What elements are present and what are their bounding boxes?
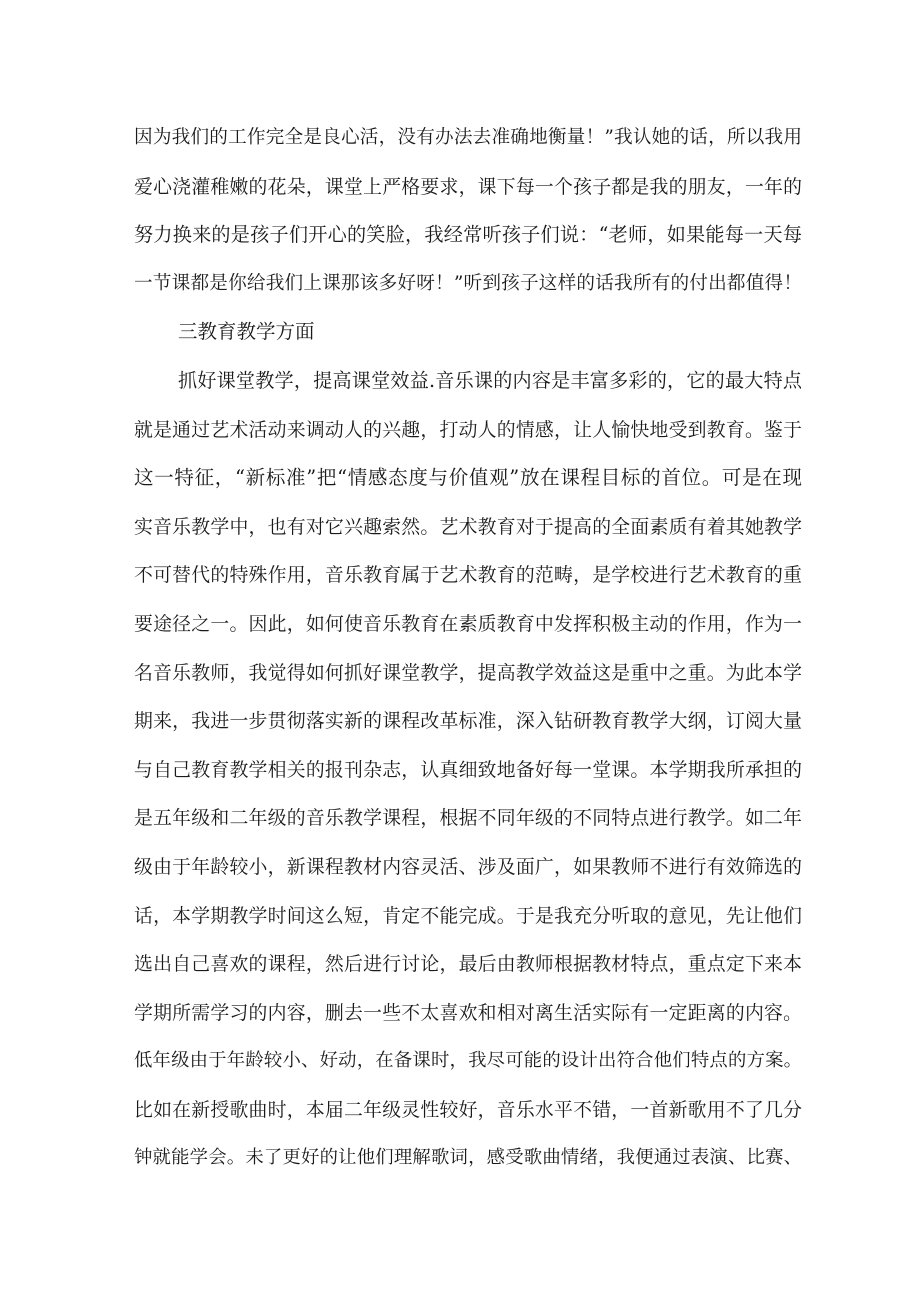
text-line-4: 一节课都是你给我们上课那该多好呀！”听到孩子这样的话我所有的付出都值得！ (134, 272, 802, 294)
text-line-11: 要途径之一。因此，如何使音乐教育在素质教育中发挥积极主动的作用，作为一 (134, 612, 802, 635)
text-line-6: 抓好课堂教学，提高课堂效益.音乐课的内容是丰富多彩的，它的最大特点 (178, 368, 802, 392)
text-line-12: 名音乐教师，我觉得如何抓好课堂教学，提高教学效益这是重中之重。为此本学 (134, 661, 802, 684)
text-line-10: 不可替代的特殊作用，音乐教育属于艺术教育的范畴，是学校进行艺术教育的重 (134, 564, 802, 587)
text-line-15: 是五年级和二年级的音乐教学课程，根据不同年级的不同特点进行教学。如二年 (134, 807, 802, 830)
text-line-9: 实音乐教学中，也有对它兴趣索然。艺术教育对于提高的全面素质有着其她教学 (134, 515, 802, 538)
text-line-22: 钟就能学会。未了更好的让他们理解歌词，感受歌曲情绪，我便通过表演、比赛、 (134, 1147, 802, 1169)
text-line-2: 爱心浇灌稚嫩的花朵，课堂上严格要求，课下每一个孩子都是我的朋友，一年的 (134, 175, 802, 198)
text-line-8: 这一特征，“新标准”把“情感态度与价值观”放在课程目标的首位。可是在现 (134, 466, 802, 490)
text-line-20: 低年级由于年龄较小、好动，在备课时，我尽可能的设计出符合他们特点的方案。 (134, 1050, 802, 1072)
text-line-21: 比如在新授歌曲时，本届二年级灵性较好，音乐水平不错，一首新歌用不了几分 (134, 1098, 802, 1121)
text-line-17: 话，本学期教学时间这么短，肯定不能完成。于是我充分听取的意见，先让他们 (134, 904, 802, 927)
document-body (134, 114, 802, 1183)
text-line-19: 学期所需学习的内容，删去一些不太喜欢和相对离生活实际有一定距离的内容。 (134, 1001, 802, 1024)
text-line-14: 与自己教育教学相关的报刊杂志，认真细致地备好每一堂课。本学期我所承担的 (134, 758, 802, 781)
text-line-7: 就是通过艺术活动来调动人的兴趣，打动人的情感，让人愉快地受到教育。鉴于 (134, 418, 802, 441)
text-line-3: 努力换来的是孩子们开心的笑脸，我经常听孩子们说：“老师，如果能每一天每 (134, 223, 802, 247)
text-line-16: 级由于年龄较小，新课程教材内容灵活、涉及面广，如果教师不进行有效筛选的 (134, 855, 802, 878)
text-line-1: 因为我们的工作完全是良心活，没有办法去准确地衡量！”我认她的话，所以我用 (134, 127, 802, 148)
text-line-13: 期来，我进一步贯彻落实新的课程改革标准，深入钻研教育教学大纲，订阅大量 (134, 710, 802, 733)
text-line-18: 选出自己喜欢的课程，然后进行讨论，最后由教师根据教材特点，重点定下来本 (134, 953, 802, 976)
section-heading: 三教育教学方面 (178, 320, 315, 344)
